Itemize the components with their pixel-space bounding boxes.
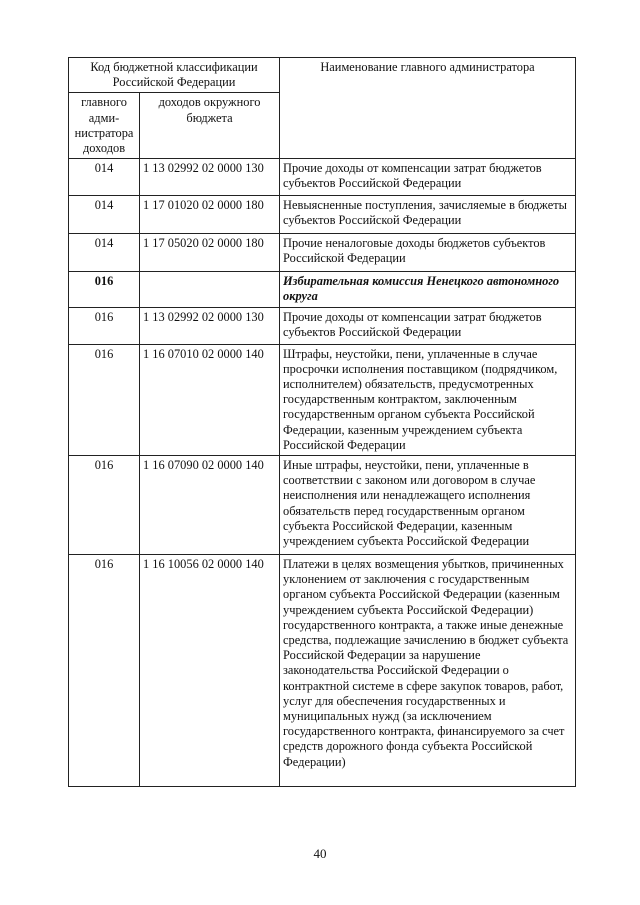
- header-administrator-name: Наименование главного администратора: [280, 58, 576, 159]
- table-row: [69, 196, 576, 234]
- header-main-administrator: главного адми-нистратора доходов: [69, 93, 140, 159]
- cell-income-code: [140, 272, 280, 307]
- cell-administrator-name: Иные штрафы, неустойки, пени, уплаченные в соответствии с законом или договором в случае неисполнения или ненадлежащего исполнения обязательств перед государственным органом субъекта Российской Федерации, казенным учреждением субъекта Российской Федерации: [280, 456, 576, 555]
- cell-admin-code: 016: [69, 272, 140, 307]
- cell-income-code: 1 16 07090 02 0000 140: [140, 456, 280, 555]
- cell-income-code: 1 13 02992 02 0000 130: [140, 307, 280, 344]
- page-number: 40: [313, 846, 327, 861]
- cell-admin-code: 016: [69, 307, 140, 344]
- cell-admin-code: 016: [69, 344, 140, 455]
- cell-income-code: 1 17 05020 02 0000 180: [140, 234, 280, 272]
- cell-admin-code: 014: [69, 159, 140, 196]
- header-budget-income: доходов окружного бюджета: [140, 93, 280, 159]
- cell-income-code: 1 16 10056 02 0000 140: [140, 555, 280, 787]
- cell-administrator-name: Платежи в целях возмещения убытков, причиненных уклонением от заключения с государственным органом субъекта Российской Федерации (казенным учреждением субъекта Российской Федерации) государственного контракта, а также иные денежные средства, подлежащие зачислению в бюджет субъекта Российской Федерации за нарушение законодательства Российской Федерации о контрактной системе в сфере закупок товаров, работ, услуг для обеспечения государственных и муниципальных нужд (за исключением государственного контракта, финансируемого за счет средств дорожного фонда субъекта Российской Федерации): [280, 555, 576, 787]
- cell-administrator-name: Прочие доходы от компенсации затрат бюджетов субъектов Российской Федерации: [280, 307, 576, 344]
- cell-administrator-name: Невыясненные поступления, зачисляемые в бюджеты субъектов Российской Федерации: [280, 196, 576, 234]
- cell-administrator-name: Штрафы, неустойки, пени, уплаченные в случае просрочки исполнения поставщиком (подрядчиком, исполнителем) обязательств, предусмотренных государственным контрактом, заключенным государственным органом субъекта Российской Федерации, казенным учреждением субъекта Российской Федерации: [280, 344, 576, 455]
- table-row: [69, 307, 576, 344]
- table-row: [69, 159, 576, 196]
- cell-administrator-name: Прочие доходы от компенсации затрат бюджетов субъектов Российской Федерации: [280, 159, 576, 196]
- cell-income-code: 1 13 02992 02 0000 130: [140, 159, 280, 196]
- cell-admin-code: 014: [69, 196, 140, 234]
- cell-administrator-name: Избирательная комиссия Ненецкого автономного округа: [280, 272, 576, 307]
- table-row: [69, 234, 576, 272]
- budget-classification-table: [68, 57, 576, 787]
- cell-income-code: 1 17 01020 02 0000 180: [140, 196, 280, 234]
- table-row: [69, 344, 576, 455]
- cell-administrator-name: Прочие неналоговые доходы бюджетов субъектов Российской Федерации: [280, 234, 576, 272]
- header-classification-group: Код бюджетной классификации Российской Федерации: [69, 58, 280, 93]
- table-header-row: [69, 58, 576, 93]
- cell-admin-code: 016: [69, 555, 140, 787]
- cell-admin-code: 016: [69, 456, 140, 555]
- table-row: [69, 555, 576, 787]
- cell-income-code: 1 16 07010 02 0000 140: [140, 344, 280, 455]
- table-row-section: [69, 272, 576, 307]
- table-row: [69, 456, 576, 555]
- cell-admin-code: 014: [69, 234, 140, 272]
